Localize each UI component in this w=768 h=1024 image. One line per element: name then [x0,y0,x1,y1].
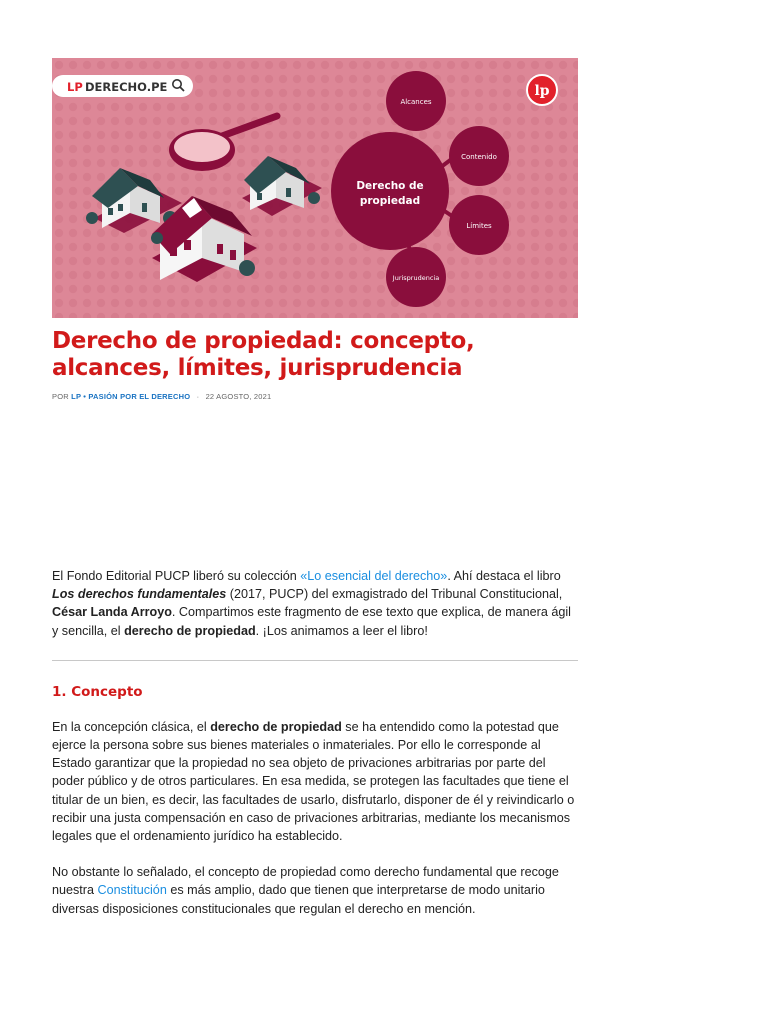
article-body [52,567,578,936]
coleccion-link[interactable]: «Lo esencial del derecho» [300,569,448,583]
lp-badge-icon [527,75,557,105]
section-heading-concepto: 1. Concepto [52,683,143,700]
intro-text-4: . Compartimos este fragmento de ese texto que explica, de manera ágil y sencilla, el [52,605,571,638]
intro-text-2: . Ahí destaca el libro [447,569,561,583]
author-link[interactable]: LP • PASIÓN POR EL DERECHO [71,392,191,401]
concepto-paragraph-1 [52,718,578,845]
node-contenido: Contenido [461,153,497,161]
article-meta [52,392,271,401]
center-line1: Derecho de [356,180,424,192]
node-limites: Límites [466,222,492,230]
intro-text-1: El Fondo Editorial PUCP liberó su colección [52,569,301,583]
node-jurisprudencia: Jurisprudencia [392,274,440,282]
intro-term: derecho de propiedad [124,623,256,638]
author-name: César Landa Arroyo [52,605,172,620]
p2-text-b: es más amplio, dado que tienen que interpretarse de modo unitario diversas disposiciones constitucionales que regulan el derecho en mención. [52,883,545,916]
article-title: Derecho de propiedad: concepto, alcances, límites, jurisprudencia [52,328,475,381]
section-divider [52,660,578,661]
intro-text-3: (2017, PUCP) del exmagistrado del Tribunal Constitucional, [226,587,563,602]
featured-image [52,58,578,318]
lpderecho-logo [52,75,193,97]
intro-text-5: . ¡Los animamos a leer el libro! [255,623,428,638]
p2-text-a: No obstante lo señalado, el concepto de propiedad como derecho fundamental que recoge nuestra [52,865,559,898]
meta-por: POR [52,392,69,401]
badge-text: lp [534,83,550,99]
p1-text-c: se ha entendido como la potestad que ejerce la persona sobre sus bienes materiales o inmateriales. Por ello le corresponde al Estado garantizar que la propiedad no sea objeto de privaciones arbitrarias por parte del poder público y de otros particulares. En esa medida, se protegen las facultades que tiene el titular de un bien, es decir, las facultades de usarlo, disfrutarlo, disponer de él y reivindicarlo o recibir una justa compensación en caso de privaciones arbitrarias, mediante los mecanismos legales que el ordenamiento jurídico ha establecido. [52,719,575,844]
logo-derecho-text: DERECHO.PE [85,80,168,94]
meta-separator: · [196,392,200,401]
p1-term: derecho de propiedad [210,719,342,734]
intro-paragraph [52,567,578,640]
node-alcances: Alcances [400,98,432,106]
publish-date: 22 AGOSTO, 2021 [205,392,272,401]
logo-lp-text: LP [67,80,83,94]
p1-text-a: En la concepción clásica, el [52,719,211,734]
book-title: Los derechos fundamentales [52,587,227,602]
constitucion-link[interactable]: Constitución [97,883,167,898]
center-line2: propiedad [359,195,421,207]
concepto-paragraph-2 [52,863,578,918]
